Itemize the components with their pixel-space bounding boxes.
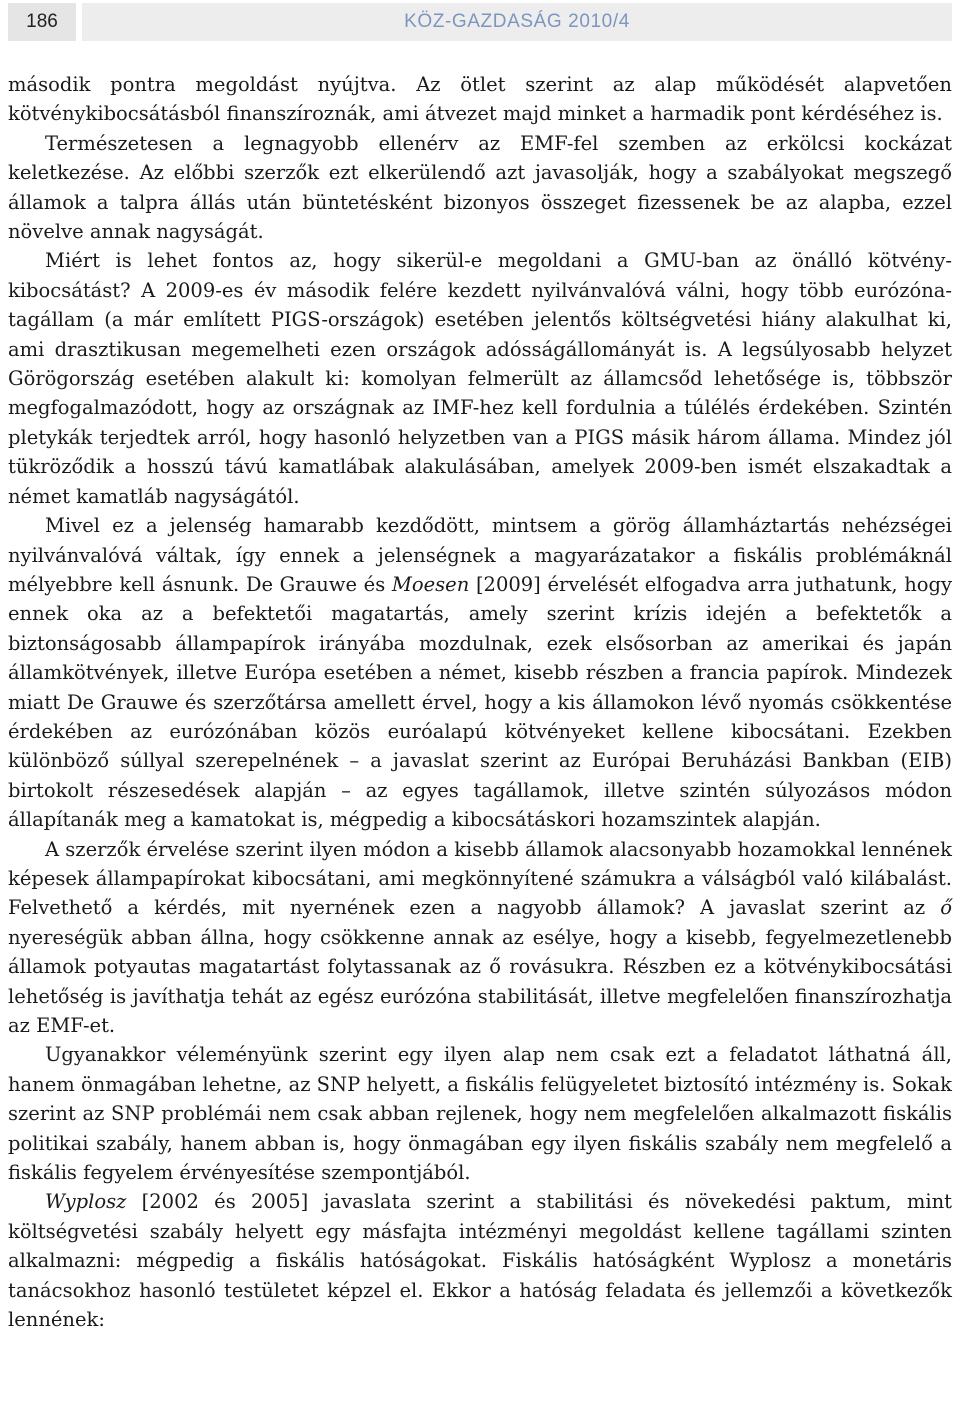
paragraph-5-part-1: A szerzők érvelése szerint ilyen módon a kisebb államok alacsonyabb hozamokkal lennének képesek állampapírokat kibocsátani, ami megkönnyítené számukra a válságból való kilábalást. Felvethető a kérdés, mit nyernének ezen a nagyobb államok? A javaslat szerint az <box>8 837 952 920</box>
page-header <box>0 0 960 60</box>
paragraph-5-part-2: nyereségük abban állna, hogy csökkenne annak az esélye, hogy a kisebb, fegyelmezetlenebb államok potyautas magatartást folytassanak az ő rovásukra. Részben ez a kötvénykibocsátási lehetőség is javíthatja tehát az egész eurózóna stabilitását, illetve megfelelően finanszírozhatja az EMF-et. <box>8 925 952 1037</box>
journal-title: KÖZ-GAZDASÁG 2010/4 <box>82 3 952 41</box>
body-text <box>8 70 952 1334</box>
paragraph-6: Ugyanakkor véleményünk szerint egy ilyen alap nem csak ezt a feladatot láthatná áll, hanem önmagában lehetne, az SNP helyett, a fiskális felügyeletet biztosító intézmény is. Sokak szerint az SNP problémái nem csak abban rejlenek, hogy nem megfelelően alkalmazott fiskális politikai szabály, hanem abban is, hogy önmagában egy ilyen fiskális szabály nem megfelelő a fiskális fegyelem érvényesítése szempontjából. <box>8 1043 952 1185</box>
paragraph-4 <box>8 511 952 834</box>
paragraph-7 <box>8 1187 952 1334</box>
author-name-moesen: Moesen <box>391 572 470 596</box>
paragraph-2: Természetesen a legnagyobb ellenérv az EMF-fel szemben az erkölcsi kockázat keletkezése. Az előbbi szerzők ezt elkerülendő azt javasolják, hogy a szabályokat megszegő államok a talpra állás után büntetésként bizonyos összeget fizessenek be az alapba, ezzel növelve annak nagyságát. <box>8 131 952 244</box>
page-number: 186 <box>8 3 76 41</box>
paragraph-3: Miért is lehet fontos az, hogy sikerül-e megoldani a GMU-ban az önálló kötvénykibocsátást? A 2009-es év második felére kezdett nyilvánvalóvá válni, hogy több eurózóna-tagállam (a már említett PIGS-országok) esetében jelentős költségvetési hiány alakulhat ki, ami drasztikusan megemelheti ezen országok adósságállományát is. A legsúlyosabb helyzet Görögország esetében alakult ki: komolyan felmerült az államcsőd lehetősége is, többször megfogalmazódott, hogy az országnak az IMF-hez kell fordulnia a túlélés érdekében. Szintén pletykák terjedtek arról, hogy hasonló helyzetben van a PIGS másik három állama. Mindez jól tükröződik a hosszú távú kamatlábak alakulásában, amelyek 2009-ben ismét elszakadtak a német kamatláb nagyságától. <box>8 249 952 508</box>
paragraph-4-part-1: Mivel ez a jelenség hamarabb kezdődött, mintsem a görög államháztartás nehézségei nyilvánvalóvá váltak, így ennek a jelenségnek a magyarázatakor a fiskális problémáknál mélyebbre kell ásnunk. De Grauwe és <box>8 514 952 596</box>
author-name-wyplosz: Wyplosz <box>45 1190 127 1214</box>
paragraph-1: második pontra megoldást nyújtva. Az ötlet szerint az alap működését alapvetően kötvénykibocsátásból finanszíroznák, ami átvezet majd minket a harmadik pont kérdéséhez is. <box>8 73 952 126</box>
paragraph-4-part-2: [2009] érvelését elfogadva arra juthatunk, hogy ennek oka az a befektetői magatartás, amely szerint krízis idején a befektetők a biztonságosabb állampapírok irányába mozdulnak, ezek elsősorban az amerikai és japán államkötvények, illetve Európa esetében a német, kisebb részben a francia papírok. Mindezek miatt De Grauwe és szerzőtársa amellett érvel, hogy a kis államokon lévő nyomás csökkentése érdekében az eurózónában közös euróalapú kötvényeket kellene kibocsátani. Ezekben különböző súllyal szerepelnének – a javaslat szerint az Európai Beruházási Bankban (EIB) birtokolt részesedések alapján – az egyes tagállamok, illetve szintén súlyozásos módon állapítanák meg a kamatokat is, mégpedig a kibocsátáskori hozamszintek alapján. <box>8 572 952 832</box>
paragraph-5 <box>8 835 952 1041</box>
emphasized-word: ő <box>940 896 952 920</box>
paragraph-7-part-2: [2002 és 2005] javaslata szerint a stabilitási és növekedési paktum, mint költségvetési szabály helyett egy másfajta intézményi megoldást kellene tagállami szinten alkalmazni: mégpedig a fiskális hatóságokat. Fiskális hatóságként Wyplosz a monetáris tanácsokhoz hasonló testületet képzel el. Ekkor a hatóság feladata és jellemzői a következők lennének: <box>8 1190 952 1332</box>
